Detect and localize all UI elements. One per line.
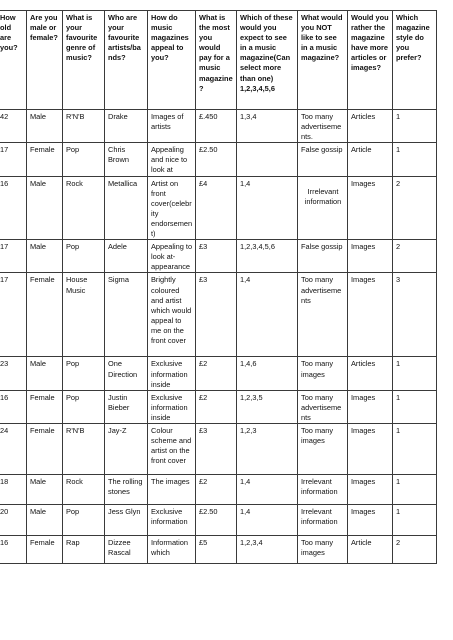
table-row [0,423,437,474]
cell-dislike: Too many images [298,357,348,390]
cell-gender: Male [27,110,63,143]
header-price: What is the most you would pay for a music magazine ? [196,11,237,110]
cell-appeal: Artist on front cover(celebrity endorsement) [148,176,196,240]
cell-price: £5 [196,535,237,563]
cell-artist: Jay-Z [105,423,148,474]
cell-genre: Rock [63,176,105,240]
cell-artist: Chris Brown [105,143,148,176]
cell-price: £2 [196,390,237,423]
header-gender: Are you male or female? [27,11,63,110]
cell-style: 2 [393,240,437,273]
cell-expect: 1,4 [237,176,298,240]
header-artists: Who are your favourite artists/bands? [105,11,148,110]
table-row [0,273,437,357]
survey-results-table [0,10,437,564]
cell-genre: R'N'B [63,423,105,474]
cell-price: £3 [196,240,237,273]
header-style: Which magazine style do you prefer? [393,11,437,110]
cell-age: 17 [0,240,27,273]
cell-dislike: Irrelevant information [298,474,348,504]
header-articles-images: Would you rather the magazine have more articles or images? [348,11,393,110]
cell-genre: R'N'B [63,110,105,143]
cell-articles-images: Article [348,143,393,176]
cell-style: 1 [393,474,437,504]
cell-age: 16 [0,176,27,240]
cell-appeal: Exclusive information inside [148,357,196,390]
cell-articles-images: Images [348,390,393,423]
cell-price: £3 [196,273,237,357]
cell-age: 17 [0,143,27,176]
cell-age: 23 [0,357,27,390]
cell-expect: 1,4 [237,273,298,357]
cell-price: £2 [196,474,237,504]
cell-genre: Rock [63,474,105,504]
table-row [0,474,437,504]
cell-artist: Metallica [105,176,148,240]
cell-genre: Pop [63,240,105,273]
cell-appeal: Brightly coloured and artist which would appeal to me on the front cover [148,273,196,357]
table-row [0,110,437,143]
header-age: How old are you? [0,11,27,110]
cell-gender: Male [27,176,63,240]
cell-age: 16 [0,535,27,563]
cell-genre: Pop [63,504,105,535]
cell-gender: Male [27,240,63,273]
cell-age: 18 [0,474,27,504]
cell-artist: Sigma [105,273,148,357]
cell-age: 20 [0,504,27,535]
cell-articles-images: Articles [348,357,393,390]
cell-articles-images: Images [348,273,393,357]
cell-price: £4 [196,176,237,240]
cell-dislike: Irrelevant information [298,504,348,535]
cell-expect: 1,2,3 [237,423,298,474]
cell-age: 17 [0,273,27,357]
cell-artist: The rolling stones [105,474,148,504]
cell-appeal: Images of artists [148,110,196,143]
cell-style: 2 [393,176,437,240]
cell-gender: Male [27,357,63,390]
cell-dislike: Too many advertisements. [298,110,348,143]
cell-style: 1 [393,423,437,474]
cell-gender: Female [27,390,63,423]
header-appeal: How do music magazines appeal to you? [148,11,196,110]
cell-appeal: Exclusive information inside [148,390,196,423]
table-row [0,535,437,563]
cell-gender: Female [27,535,63,563]
cell-style: 1 [393,143,437,176]
cell-genre: Pop [63,357,105,390]
cell-artist: Drake [105,110,148,143]
cell-style: 3 [393,273,437,357]
cell-appeal: Exclusive information [148,504,196,535]
header-expect: Which of these would you expect to see in a music magazine(Can select more than one) 1,2,3,4,5,6 [237,11,298,110]
cell-age: 24 [0,423,27,474]
cell-dislike: Irrelevant information [298,176,348,240]
table-row [0,504,437,535]
cell-dislike: Too many advertisements [298,390,348,423]
cell-expect: 1,2,3,4 [237,535,298,563]
cell-expect: 1,2,3,4,5,6 [237,240,298,273]
table-row [0,176,437,240]
cell-dislike: Too many advertisements [298,273,348,357]
table-row [0,390,437,423]
cell-dislike: Too many images [298,423,348,474]
table-row [0,357,437,390]
cell-gender: Male [27,474,63,504]
header-genre: What is your favourite genre of music? [63,11,105,110]
cell-artist: Dizzee Rascal [105,535,148,563]
cell-artist: Adele [105,240,148,273]
cell-articles-images: Images [348,176,393,240]
cell-age: 16 [0,390,27,423]
cell-dislike: False gossip [298,240,348,273]
cell-genre: Pop [63,143,105,176]
cell-articles-images: Images [348,504,393,535]
cell-style: 1 [393,390,437,423]
cell-genre: Pop [63,390,105,423]
cell-dislike: Too many images [298,535,348,563]
cell-genre: House Music [63,273,105,357]
cell-articles-images: Articles [348,110,393,143]
cell-appeal: Colour scheme and artist on the front cover [148,423,196,474]
cell-articles-images: Images [348,474,393,504]
cell-style: 1 [393,504,437,535]
cell-articles-images: Images [348,240,393,273]
header-row [0,11,437,110]
cell-gender: Female [27,273,63,357]
cell-expect: 1,2,3,5 [237,390,298,423]
table-row [0,143,437,176]
cell-appeal: Appealing and nice to look at [148,143,196,176]
cell-price: £2.50 [196,504,237,535]
cell-style: 1 [393,357,437,390]
cell-price: £2.50 [196,143,237,176]
cell-articles-images: Article [348,535,393,563]
cell-expect: 1,4 [237,474,298,504]
cell-appeal: Appealing to look at-appearance [148,240,196,273]
cell-price: £3 [196,423,237,474]
cell-age: 42 [0,110,27,143]
header-dislike: What would you NOT like to see in a music magazine? [298,11,348,110]
cell-style: 1 [393,110,437,143]
cell-expect: 1,4,6 [237,357,298,390]
cell-gender: Female [27,423,63,474]
cell-expect: 1,4 [237,504,298,535]
cell-articles-images: Images [348,423,393,474]
cell-genre: Rap [63,535,105,563]
cell-gender: Female [27,143,63,176]
cell-artist: One Direction [105,357,148,390]
cell-expect: 1,3,4 [237,110,298,143]
cell-artist: Jess Glyn [105,504,148,535]
cell-dislike: False gossip [298,143,348,176]
cell-price: £.450 [196,110,237,143]
cell-appeal: The images [148,474,196,504]
cell-appeal: Information which [148,535,196,563]
cell-expect [237,143,298,176]
cell-artist: Justin Bieber [105,390,148,423]
cell-style: 2 [393,535,437,563]
cell-price: £2 [196,357,237,390]
table-row [0,240,437,273]
cell-gender: Male [27,504,63,535]
